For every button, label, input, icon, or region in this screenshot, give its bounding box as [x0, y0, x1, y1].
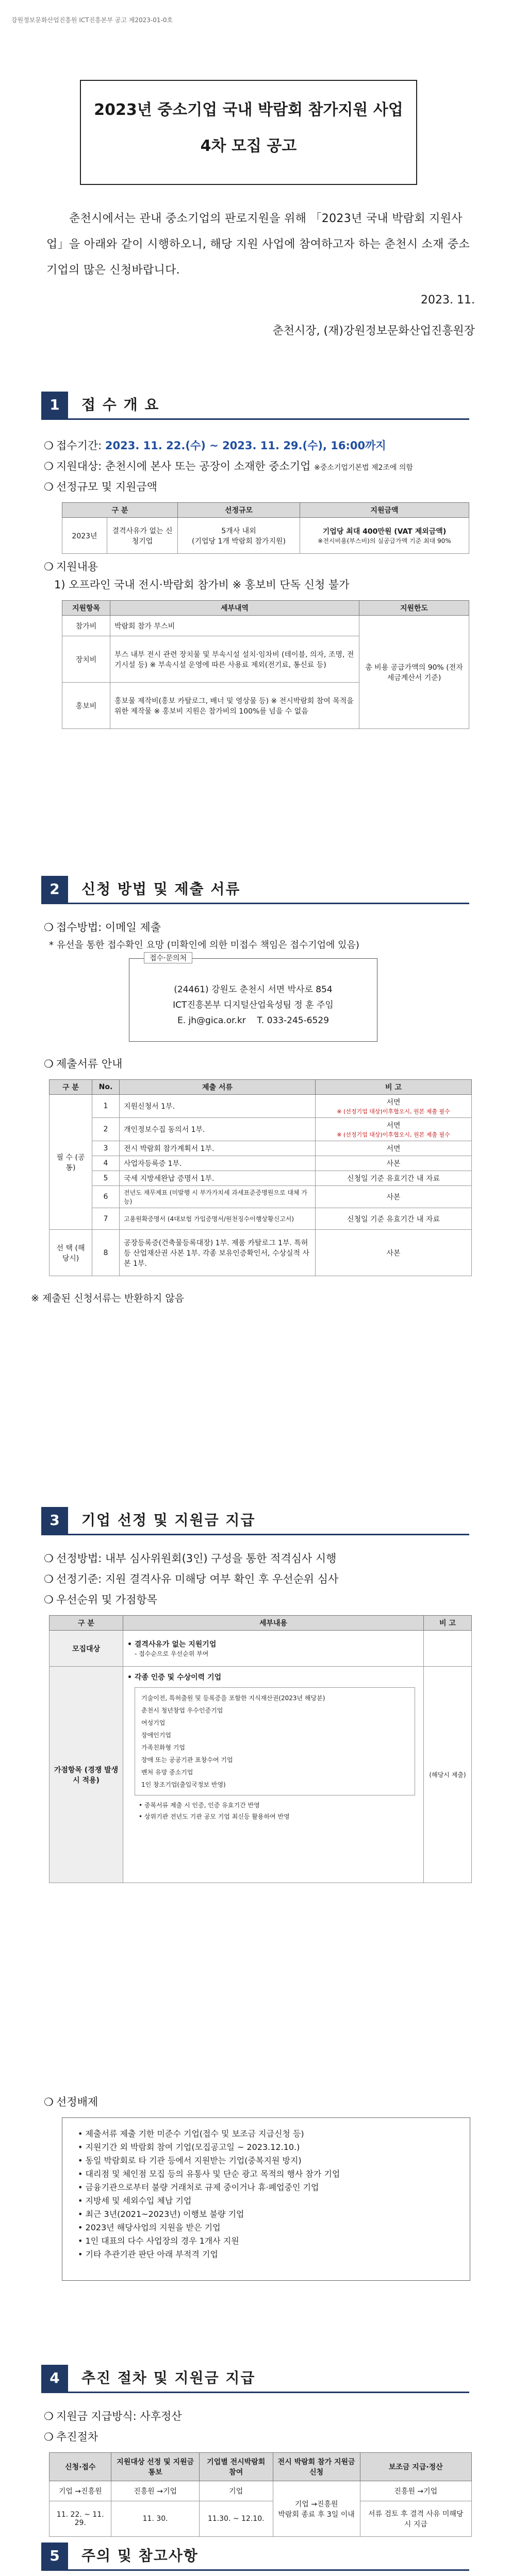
scale-header-scale: 선정규모: [178, 503, 300, 518]
bonus-extra: 중복서류 제출 시 인증, 인증 유효기간 반영: [144, 1802, 260, 1809]
doc-note: 사본: [316, 1230, 472, 1276]
doc-no: 8: [92, 1230, 120, 1276]
circle-bullet-icon: ❍: [44, 1552, 54, 1565]
doc-name: 전시 박람회 참가계획서 1부.: [120, 1141, 316, 1156]
announcement-date: 2023. 11.: [421, 294, 475, 307]
s2-method-note: * 유선을 통한 접수확인 요망 (미확인에 의한 미접수 책임은 접수기업에 있음): [49, 940, 359, 951]
docs-table: [49, 1079, 472, 1276]
circle-bullet-icon: ❍: [44, 1573, 54, 1585]
section-3-number: 3: [41, 1507, 68, 1534]
contact-address: (24461) 강원도 춘천시 서면 박사로 854: [174, 985, 333, 995]
support-header-detail: 세부내역: [110, 601, 359, 616]
exclusion-item: • 최근 3년(2021~2023년) 이행보 불량 기업: [78, 2208, 470, 2221]
amount-value: 기업당 최대 400만원 (VAT 제외금액) ※전시비용(부스비)의 실공급가액 기준 최대 90%: [300, 518, 469, 554]
bonus-item: 가족친화형 기업: [141, 1744, 185, 1751]
step-who: 기업 →진흥원: [50, 2481, 111, 2501]
support-item-fee: 참가비: [62, 616, 110, 636]
priority-row1-detail: • 결격사유가 없는 지원기업 - 접수순으로 우선순위 부여: [123, 1631, 424, 1667]
support-header-limit: 지원한도: [359, 601, 469, 616]
doc-name: 지원신청서 1부.: [120, 1095, 316, 1118]
exclusion-item: • 지방세 및 세외수입 체납 기업: [78, 2194, 470, 2208]
circle-bullet-icon: ❍: [44, 2410, 54, 2422]
support-table: [62, 600, 469, 729]
exclusion-item: • 제출서류 제출 기한 미준수 기업(접수 및 보조금 지급신청 등): [78, 2127, 470, 2141]
s1-target-note: ※중소기업기본법 제2조에 의함: [314, 464, 413, 472]
intro-paragraph: 춘천시에서는 관내 중소기업의 판로지원을 위해 「2023년 국내 박람회 지원사업」을 아래와 같이 시행하오니, 해당 지원 사업에 참여하고자 하는 춘천시 소재 중소기업의 많은 신청바랍니다.: [46, 212, 470, 277]
step-when: 11. 30.: [111, 2501, 199, 2537]
s1-period-value: 2023. 11. 22.(수) ~ 2023. 11. 29.(수), 16:00까지: [105, 439, 386, 452]
section-4-header: [41, 2365, 255, 2392]
doc-no: 4: [92, 1156, 120, 1171]
exclusion-item: • 동일 박람회로 타 기관 등에서 지원받는 기업(중복지원 방지): [78, 2154, 470, 2167]
docs-group-optional: 선 택 (해당시): [50, 1230, 92, 1276]
doc-name: 사업자등록증 1부.: [120, 1156, 316, 1171]
circle-bullet-icon: ❍: [44, 2431, 54, 2443]
doc-no: 3: [92, 1141, 120, 1156]
priority-table: [49, 1615, 472, 1883]
section-2-title: 신청 방법 및 제출 서류: [81, 880, 241, 897]
priority-row1-label: 모집대상: [50, 1631, 123, 1667]
doc-name: 고용원확증명서 (4대보험 가입증명서/원천징수이행상황신고서): [120, 1208, 316, 1230]
docs-footnote: ※ 제출된 신청서류는 반환하지 않음: [31, 1293, 185, 1304]
doc-note: 사본: [316, 1156, 472, 1171]
doc-name: 전년도 재무제표 (미발행 시 부가가치세 과세표준증명원으로 대체 가능): [120, 1186, 316, 1208]
s4-process: ❍ 추진절차: [44, 2429, 98, 2445]
section-2-header: [41, 876, 240, 903]
s1-target: ❍ 지원대상: 춘천시에 본사 또는 공장이 소재한 중소기업 ※중소기업기본법 제2조에 의함: [44, 459, 413, 476]
contact-box: [129, 954, 377, 1042]
contact-tag: 접수·문의처: [144, 952, 192, 963]
bonus-item: 1인 창조기업(출입국정보 반영): [141, 1781, 226, 1788]
exclusion-item: • 금융기관으로부터 불량 거래처로 규제 중이거나 휴·폐업중인 기업: [78, 2181, 470, 2194]
section-5-header: [41, 2543, 199, 2569]
scale-kind: 결격사유가 없는 신청기업: [107, 518, 178, 554]
priority-row2-note: (해당시 제출): [424, 1667, 472, 1883]
s2-method: ❍ 접수방법: 이메일 제출: [44, 920, 161, 935]
exclusion-item: • 기타 추관기관 판단 아래 부적격 기업: [78, 2248, 470, 2261]
step-when: 11. 22. ~ 11. 29.: [50, 2501, 111, 2537]
s3-criteria: ❍ 선정기준: 지원 결격사유 미해당 여부 확인 후 우선순위 심사: [44, 1571, 338, 1587]
doc-name: 개인정보수집 동의서 1부.: [120, 1118, 316, 1141]
circle-bullet-icon: ❍: [44, 481, 54, 493]
step-who: 진흥원 →기업: [360, 2481, 471, 2501]
exclusion-item: • 대리점 및 체인점 모집 등의 유통사 및 단순 광고 목적의 행사 참가 기업: [78, 2167, 470, 2181]
step-when: 서류 검토 후 결격 사유 미해당 시 지급: [360, 2501, 471, 2537]
support-detail-equipment: 부스 내부 전시 관련 장치물 및 부속시설 설치·임차비 (테이블, 의자, 조명, 전기시설 등) ※ 부속시설 운영에 따른 사용료 제외(전기료, 통신료 등): [110, 636, 359, 683]
doc-no: 6: [92, 1186, 120, 1208]
support-header-item: 지원항목: [62, 601, 110, 616]
scale-value: 5개사 내외 (기업당 1개 박람회 참가지원): [178, 518, 300, 554]
doc-name: 공장등록증(건축물등록대장) 1부. 제품 카탈로그 1부. 특허 등 산업재산권 사본 1부. 각종 보유인증확인서, 수상실적 사본 1부.: [120, 1230, 316, 1276]
signer: 춘천시장, (재)강원정보문화산업진흥원장: [272, 325, 475, 337]
section-5-title: 주의 및 참고사항: [81, 2547, 199, 2564]
circle-bullet-icon: ❍: [44, 460, 54, 472]
s2-docs-label: ❍ 제출서류 안내: [44, 1056, 122, 1072]
bonus-item: 장애인기업: [141, 1732, 171, 1739]
title-line-2: 4차 모집 공고: [200, 137, 297, 155]
s1-content: ❍ 지원내용: [44, 559, 98, 574]
doc-name: 국세 지방세완납 증명서 1부.: [120, 1171, 316, 1186]
doc-no: 1: [92, 1095, 120, 1118]
step-who: 기업: [199, 2481, 273, 2501]
s4-payment: ❍ 지원금 지급방식: 사후정산: [44, 2409, 182, 2424]
title-box: [80, 80, 417, 185]
circle-bullet-icon: ❍: [44, 561, 54, 573]
doc-no: 2: [92, 1118, 120, 1141]
priority-row2-label: 가점항목 (경쟁 발생 시 적용): [50, 1667, 123, 1883]
bonus-item: 벤처 유망 중소기업: [141, 1769, 193, 1776]
docs-header-no: No.: [92, 1080, 120, 1095]
scale-table: [62, 502, 469, 554]
section-2-number: 2: [41, 876, 68, 903]
section-1-title: 접 수 개 요: [81, 396, 160, 413]
section-4-title: 추진 절차 및 지원금 지급: [81, 2369, 256, 2386]
circle-bullet-icon: ❍: [44, 2096, 54, 2108]
docs-group-common: 필 수 (공 통): [50, 1095, 92, 1230]
scale-year: 2023년: [62, 518, 107, 554]
section-1-number: 1: [41, 392, 68, 418]
doc-note: 서면: [316, 1141, 472, 1156]
bonus-item: 장애 또는 공공기관 표창수여 기업: [141, 1756, 233, 1764]
priority-row2-detail: • 각종 인증 및 수상이력 기업 기술이전, 특허출원 및 등록증을 포함한 지식재산권(2023년 해당분) 춘천시 청년창업 우수인증기업 여성기업 장애인기업 가족친화형 기업 장애 또는 공공기관 표창수여 기업 벤처 유망 중소기업 1인 창조기업(출입국정보 반영) • 중복서류 제출 시 인증, 인증 유효기간 반영 • 상위기관 전년도 기관 공모 기업 최신등 활용하여 반영: [123, 1667, 424, 1883]
circle-bullet-icon: ❍: [44, 1058, 54, 1070]
bonus-item: 기술이전, 특허출원 및 등록증을 포함한 지식재산권(2023년 해당분): [141, 1694, 325, 1702]
priority-header-detail: 세부내용: [123, 1616, 424, 1631]
doc-note: 신청일 기준 유효기간 내 자료: [316, 1171, 472, 1186]
section-1-header: [41, 392, 159, 418]
contact-tel: T. 033-245-6529: [257, 1015, 329, 1026]
step-when: 11.30. ~ 12.10.: [199, 2501, 273, 2537]
priority-header-category: 구 분: [50, 1616, 123, 1631]
s1-content-sub: 1) 오프라인 국내 전시·박람회 참가비 ※ 홍보비 단독 신청 불가: [54, 579, 350, 591]
step-who: 진흥원 →기업: [111, 2481, 199, 2501]
contact-email[interactable]: E. jh@gica.or.kr: [177, 1015, 246, 1026]
header-reference: 강원정보문화산업진흥원 ICT진흥본부 공고 제2023-01-0호: [11, 16, 173, 24]
step-head: 지원대상 선정 및 지원금 통보: [111, 2453, 199, 2481]
doc-note: 서면 ※ (선정기업 대상)이후협오시, 원본 제출 필수: [316, 1095, 472, 1118]
step-when-combined: 기업 →진흥원 박람회 종료 후 3일 이내: [273, 2481, 360, 2537]
priority-header-note: 비 고: [424, 1616, 472, 1631]
contact-org: ICT진흥본부 디지털산업육성팀 정 훈 주임: [173, 1000, 334, 1010]
bonus-extra: 상위기관 전년도 기관 공모 기업 최신등 활용하여 반영: [144, 1813, 290, 1820]
contact-email-tel: [129, 1013, 377, 1028]
process-table: [49, 2452, 472, 2537]
s3-priority: ❍ 우선순위 및 가점항목: [44, 1592, 157, 1607]
circle-bullet-icon: ❍: [44, 439, 54, 452]
exclusion-item: • 2023년 해당사업의 지원을 받은 기업: [78, 2221, 470, 2234]
s1-period: ❍ 접수기간: 2023. 11. 22.(수) ~ 2023. 11. 29.(수), 16:00까지: [44, 438, 386, 453]
scale-header-amount: 지원금액: [300, 503, 469, 518]
doc-no: 7: [92, 1208, 120, 1230]
docs-header-doc: 제출 서류: [120, 1080, 316, 1095]
section-5-number: 5: [41, 2543, 68, 2569]
step-head: 신청·접수: [50, 2453, 111, 2481]
title-line-1: 2023년 중소기업 국내 박람회 참가지원 사업: [94, 101, 403, 119]
exclusion-item: • 지원기간 외 박람회 참여 기업(모집공고일 ~ 2023.12.10.): [78, 2141, 470, 2154]
section-3-header: [41, 1507, 255, 1534]
doc-note: 신청일 기준 유효기간 내 자료: [316, 1208, 472, 1230]
doc-note: 사본: [316, 1186, 472, 1208]
docs-header-group: 구 분: [50, 1080, 92, 1095]
support-item-equipment: 장치비: [62, 636, 110, 683]
doc-no: 5: [92, 1171, 120, 1186]
s3-method: ❍ 선정방법: 내부 심사위원회(3인) 구성을 통한 적격심사 시행: [44, 1551, 336, 1566]
support-detail-promotion: 홍보물 제작비(홍보 카탈로그, 배너 및 영상물 등) ※ 전시박람회 참여 목적을 위한 제작물 ※ 홍보비 지원은 참가비의 100%를 넘을 수 없음: [110, 683, 359, 729]
support-detail-fee: 박람회 참가 부스비: [110, 616, 359, 636]
bonus-item: 여성기업: [141, 1719, 166, 1726]
section-4-number: 4: [41, 2365, 68, 2392]
step-head: 보조금 지급·정산: [360, 2453, 471, 2481]
bonus-item: 춘천시 청년창업 우수인증기업: [141, 1707, 223, 1714]
support-item-promotion: 홍보비: [62, 683, 110, 729]
s1-scale: ❍ 선정규모 및 지원금액: [44, 479, 157, 495]
exclusion-item: • 1인 대표의 다수 사업장의 경우 1개사 지원: [78, 2234, 470, 2248]
s3-exclusion-label: ❍ 선정배제: [44, 2094, 98, 2110]
section-3-title: 기업 선정 및 지원금 지급: [81, 1512, 256, 1529]
support-limit: 총 비용 공급가액의 90% (전자세금계산서 기준): [359, 616, 469, 729]
exclusion-box: [62, 2117, 470, 2281]
scale-header-category: 구 분: [62, 503, 178, 518]
step-head: 전시 박람회 참가 지원금 신청: [273, 2453, 360, 2481]
docs-header-note: 비 고: [316, 1080, 472, 1095]
circle-bullet-icon: ❍: [44, 1594, 54, 1606]
step-head: 기업별 전시박람회 참여: [199, 2453, 273, 2481]
doc-note: 서면 ※ (선정기업 대상)이후협오시, 원본 제출 필수: [316, 1118, 472, 1141]
circle-bullet-icon: ❍: [44, 921, 54, 934]
